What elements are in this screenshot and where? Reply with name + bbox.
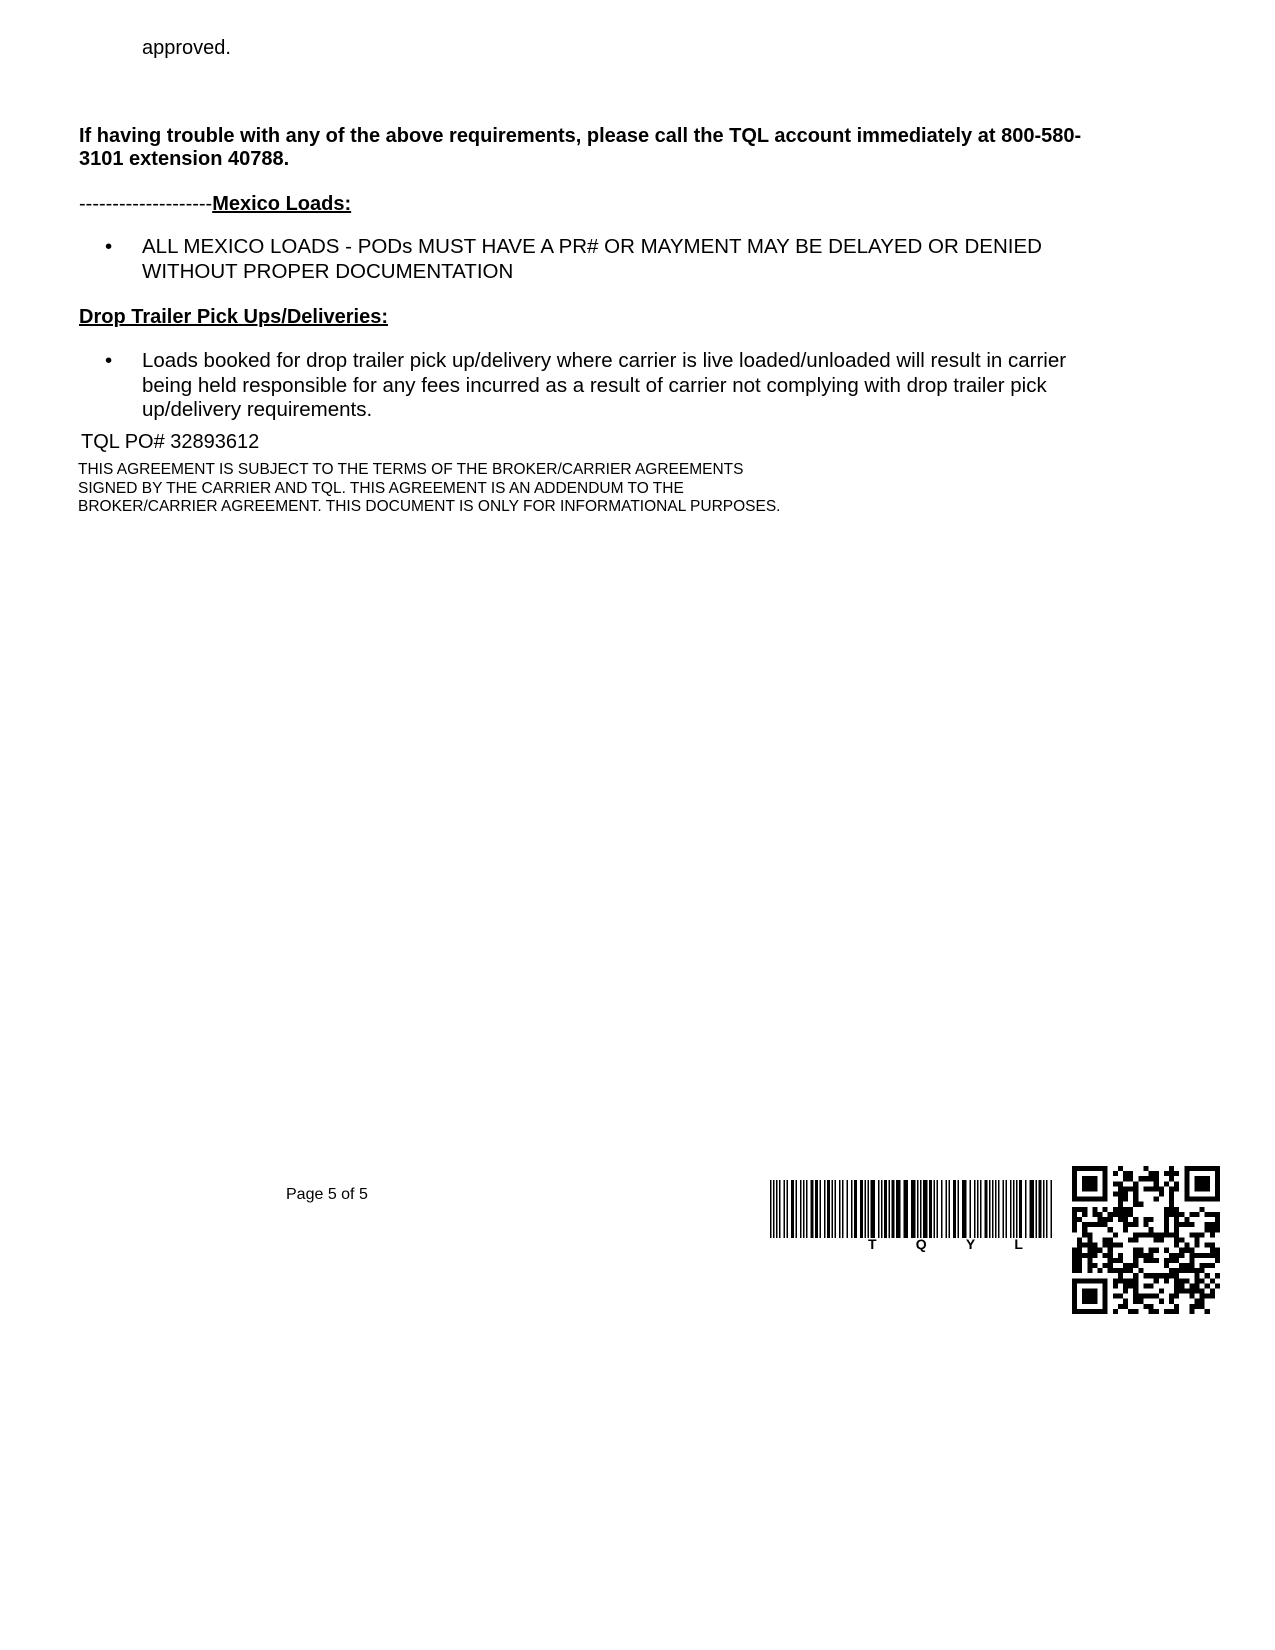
barcode-char: L [1014,1236,1023,1252]
bullet-marker: • [105,349,113,372]
mexico-heading-title: Mexico Loads: [212,193,352,215]
continuation-text: approved. [142,37,231,59]
mexico-bullet-item [79,235,1089,284]
qr-code-image [1072,1166,1220,1314]
barcode-image [770,1180,1055,1238]
mexico-bullet-text: ALL MEXICO LOADS - PODs MUST HAVE A PR# OR MAYMENT MAY BE DELAYED OR DENIED WITHOUT PROPER DOCUMENTATION [142,235,1042,283]
agreement-disclaimer: THIS AGREEMENT IS SUBJECT TO THE TERMS OF THE BROKER/CARRIER AGREEMENTS SIGNED BY THE CARRIER AND TQL. THIS AGREEMENT IS AN ADDENDUM TO THE BROKER/CARRIER AGREEMENT. THIS DOCUMENT IS ONLY FOR INFORMATIONAL PURPOSES. [78,461,781,515]
heading-dashes: -------------------- [79,193,213,215]
barcode-char: Y [965,1236,976,1252]
bullet-marker: • [105,235,113,258]
barcode-char: T [868,1236,877,1252]
drop-trailer-bullet-text: Loads booked for drop trailer pick up/delivery where carrier is live loaded/unloaded will result in carrier being held responsible for any fees incurred as a result of carrier not complying with drop trailer pick up/delivery requirements. [142,349,1067,421]
trouble-notice: If having trouble with any of the above requirements, please call the TQL account immediately at 800-580-3101 extension 40788. [79,125,1082,170]
page-number: Page 5 of 5 [286,1186,368,1203]
drop-trailer-heading: Drop Trailer Pick Ups/Deliveries: [79,306,389,328]
po-number: TQL PO# 32893612 [81,431,260,453]
drop-trailer-bullet-item [79,349,1089,423]
barcode-char: Q [915,1236,927,1252]
mexico-section-heading [79,192,351,216]
barcode-human-readable [868,1236,1023,1252]
